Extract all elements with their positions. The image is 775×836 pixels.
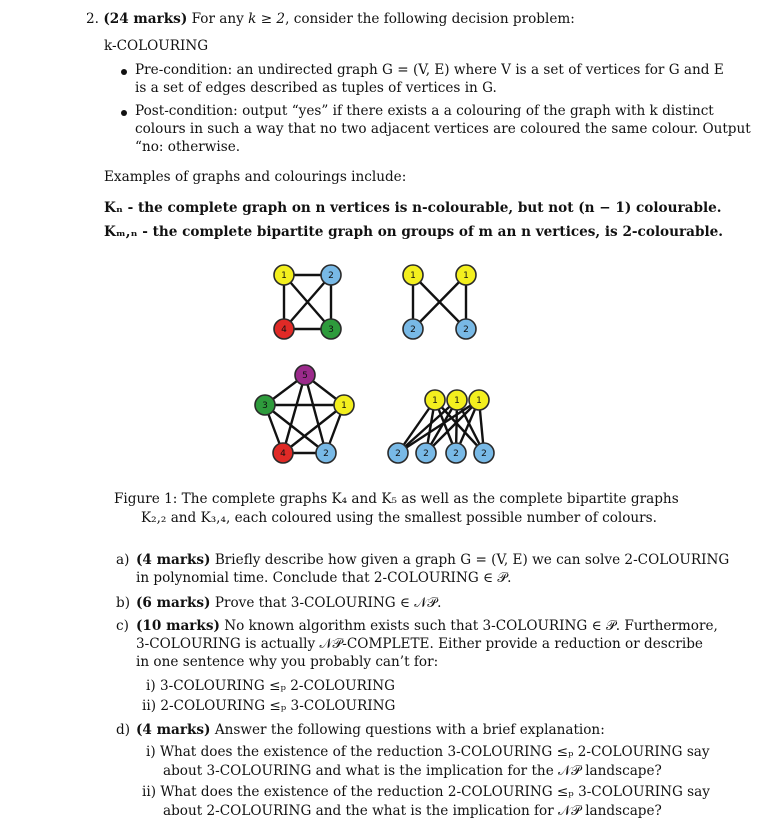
problem-name: k-COLOURING: [104, 38, 209, 54]
part-b-text: Prove that 3-COLOURING ∈ 𝒩𝒫.: [214, 595, 442, 611]
vertex-label: 2: [453, 449, 459, 459]
vertex-label: 3: [328, 325, 334, 335]
question-number: 2.: [86, 11, 99, 27]
example-kmn: Kₘ,ₙ - the complete bipartite graph on groups of m an n vertices, is 2-colourable.: [104, 224, 724, 240]
post-condition-line2: colours in such a way that no two adjacent vertices are coloured the same colour. Output: [135, 121, 751, 137]
part-c-line1: [136, 618, 718, 634]
pre-condition-line2: is a set of edges described as tuples of vertices in G.: [135, 80, 497, 96]
example-kn: Kₙ - the complete graph on n vertices is n-colourable, but not (n − 1) colourable.: [104, 200, 722, 216]
pre-condition-text: an undirected graph G = (V, E) where V is a set of vertices for G and E: [236, 62, 724, 78]
part-a-line2: in polynomial time. Conclude that 2-COLOURING ∈ 𝒫.: [136, 570, 512, 586]
part-d-text: Answer the following questions with a brief explanation:: [214, 722, 605, 738]
part-d-ii-line2: about 2-COLOURING and the what is the implication for 𝒩𝒫 landscape?: [163, 803, 662, 819]
figure-caption-line2: K₂,₂ and K₃,₄, each coloured using the smallest possible number of colours.: [141, 510, 657, 526]
question-intro-b: , consider the following decision problem:: [285, 11, 575, 27]
vertex-label: 4: [280, 449, 286, 459]
post-condition-line3: “no: otherwise.: [135, 139, 241, 155]
part-c-label: c): [116, 618, 129, 634]
part-a-text: Briefly describe how given a graph G = (V, E) we can solve 2-COLOURING: [214, 552, 730, 568]
vertex-label: 2: [395, 449, 401, 459]
part-c-marks: (10 marks): [136, 618, 220, 634]
vertex-label: 1: [463, 271, 469, 281]
part-d-i-line2: about 3-COLOURING and what is the implication for the 𝒩𝒫 landscape?: [163, 763, 662, 779]
part-d-ii-line1: ii) What does the existence of the reduction 2-COLOURING ≤ₚ 3-COLOURING say: [142, 784, 710, 800]
question-intro-a: For any: [191, 11, 244, 27]
vertex-label: 2: [328, 271, 334, 281]
post-condition-label: Post-condition:: [135, 103, 238, 119]
part-c-ii: ii) 2-COLOURING ≤ₚ 3-COLOURING: [142, 698, 396, 714]
edge: [305, 375, 326, 453]
vertex-label: 4: [281, 325, 287, 335]
vertex-label: 2: [423, 449, 429, 459]
part-a-line1: [136, 552, 729, 568]
edge: [283, 375, 305, 453]
pre-condition-label: Pre-condition:: [135, 62, 233, 78]
vertex-label: 1: [432, 396, 438, 406]
part-a-marks: (4 marks): [136, 552, 211, 568]
question-marks: (24 marks): [103, 11, 188, 27]
part-c-text: No known algorithm exists such that 3-COLOURING ∈ 𝒫. Furthermore,: [224, 618, 718, 634]
vertex-label: 1: [281, 271, 287, 281]
vertex-label: 1: [454, 396, 460, 406]
vertex-label: 3: [262, 401, 268, 411]
vertex-label: 1: [476, 396, 482, 406]
vertex-label: 2: [481, 449, 487, 459]
vertex-label: 1: [410, 271, 416, 281]
part-c-i: i) 3-COLOURING ≤ₚ 2-COLOURING: [146, 678, 395, 694]
part-a-label: a): [116, 552, 130, 568]
vertex-label: 5: [302, 371, 308, 381]
part-d-marks: (4 marks): [136, 722, 211, 738]
vertex-label: 2: [323, 449, 329, 459]
part-b-marks: (6 marks): [136, 595, 211, 611]
vertex-label: 2: [463, 325, 469, 335]
post-condition-text: output “yes” if there exists a a colouring of the graph with k distinct: [242, 103, 714, 119]
part-b-line1: [136, 595, 441, 611]
figure-caption-line1: Figure 1: The complete graphs K₄ and K₅ as well as the complete bipartite graphs: [114, 491, 679, 507]
part-d-label: d): [116, 722, 131, 738]
vertex-label: 1: [341, 401, 347, 411]
part-d-line1: [136, 722, 605, 738]
part-d-i-line1: i) What does the existence of the reduction 3-COLOURING ≤ₚ 2-COLOURING say: [146, 744, 710, 760]
question-intro-k: k ≥ 2: [248, 11, 286, 27]
part-c-line3: in one sentence why you probably can’t for:: [136, 654, 439, 670]
part-c-line2: 3-COLOURING is actually 𝒩𝒫-COMPLETE. Either provide a reduction or describe: [136, 636, 703, 652]
vertex-label: 2: [410, 325, 416, 335]
part-b-label: b): [116, 595, 131, 611]
examples-heading: Examples of graphs and colourings include:: [104, 169, 407, 185]
